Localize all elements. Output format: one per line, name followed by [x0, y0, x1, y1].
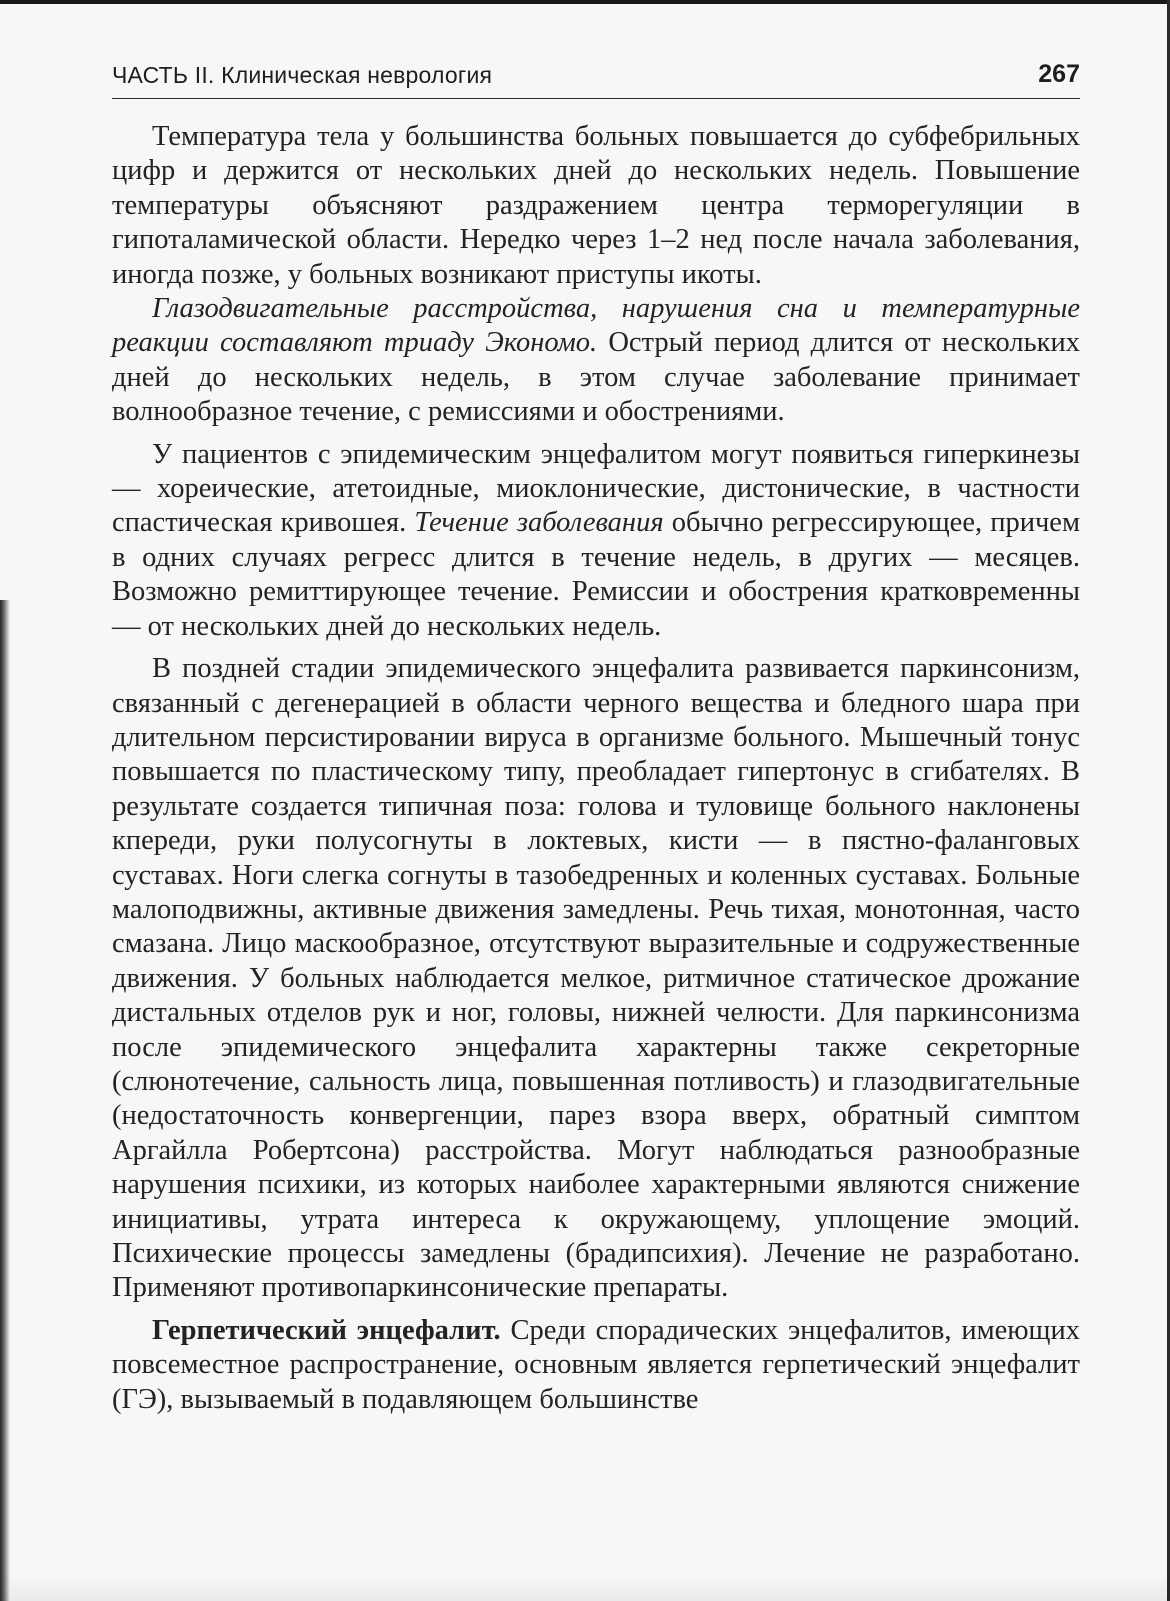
paragraph-text: У пациентов с эпидемическим энцефалитом могут появиться гиперкинезы — хореические, атетоидные, миоклонические, дистонические, в частности спастическая кривошея.	[112, 438, 1080, 539]
running-head: ЧАСТЬ II. Клиническая неврология	[112, 62, 493, 88]
scan-top-edge	[0, 0, 1170, 4]
page-number: 267	[1038, 60, 1080, 88]
paragraph-temperature	[112, 120, 1080, 292]
paragraph-text: Температура тела у большинства больных повышается до субфебрильных цифр и держится от нескольких дней до нескольких недель. Повышение температуры объясняют раздражением центра терморегуляции в гипоталамической области. Нередко через 1–2 нед после начала заболевания, иногда позже, у больных возникают приступы икоты.	[112, 121, 1080, 290]
paragraph-economo-triad	[112, 292, 1080, 430]
section-run-in-heading: Герпетический энцефалит.	[152, 1314, 501, 1346]
page-header	[112, 58, 1080, 99]
paragraph-text: обычно регрессирующее, причем в одних случаях регресс длится в течение недель, в других — месяцев. Возможно ремиттирующее течение. Ремиссии и обострения кратковременны — от нескольких дней до нескольких недель.	[112, 507, 1080, 642]
paragraph-text: Острый период длится от нескольких дней до нескольких недель, в этом случае заболевание принимает волнообразное течение, с ремиссиями и обострениями.	[112, 327, 1080, 428]
paragraph-herpetic-encephalitis	[112, 1314, 1080, 1417]
paragraph-text: Среди спорадических энцефалитов, имеющих повсеместное распространение, основным является герпетический энцефалит (ГЭ), вызываемый в подавляющем большинстве	[112, 1314, 1080, 1415]
scan-bottom-shade	[0, 1573, 1170, 1601]
italic-emphasis: Глазодвигательные расстройства, нарушения сна и температурные реакции составляют триаду Экономо.	[112, 293, 1080, 359]
paragraph-parkinsonism	[112, 652, 1080, 1306]
paragraph-hyperkinesis	[112, 438, 1080, 644]
scan-spine-shadow	[0, 600, 10, 1601]
italic-emphasis: Течение заболевания	[414, 507, 664, 539]
paragraph-text: В поздней стадии эпидемического энцефалита развивается паркинсонизм, связанный с дегенерацией в области черного вещества и бледного шара при длительном персистировании вируса в организме больного. Мышечный тонус повышается по пластическому типу, преобладает гипертонус в сгибателях. В результате создается типичная поза: голова и туловище больного наклонены кпереди, руки полусогнуты в локтевых, кисти — в пястно-фаланговых суставах. Ноги слегка согнуты в тазобедренных и коленных суставах. Больные малоподвижны, активные движения замедлены. Речь тихая, монотонная, часто смазана. Лицо маскообразное, отсутствуют выразительные и содружественные движения. У больных наблюдается мелкое, ритмичное статическое дрожание дистальных отделов рук и ног, головы, нижней челюсти. Для паркинсонизма после эпидемического энцефалита характерны также секреторные (слюнотечение, сальность лица, повышенная потливость) и глазодвигательные (недостаточность конвергенции, парез взора вверх, обратный симптом Аргайлла Робертсона) расстройства. Могут наблюдаться разнообразные нарушения психики, из которых наиболее характерными являются снижение инициативы, утрата интереса к окружающему, уплощение эмоций. Психические процессы замедлены (брадипсихия). Лечение не разработано. Применяют противопаркинсонические препараты.	[112, 653, 1080, 1304]
page-body	[112, 120, 1080, 1417]
